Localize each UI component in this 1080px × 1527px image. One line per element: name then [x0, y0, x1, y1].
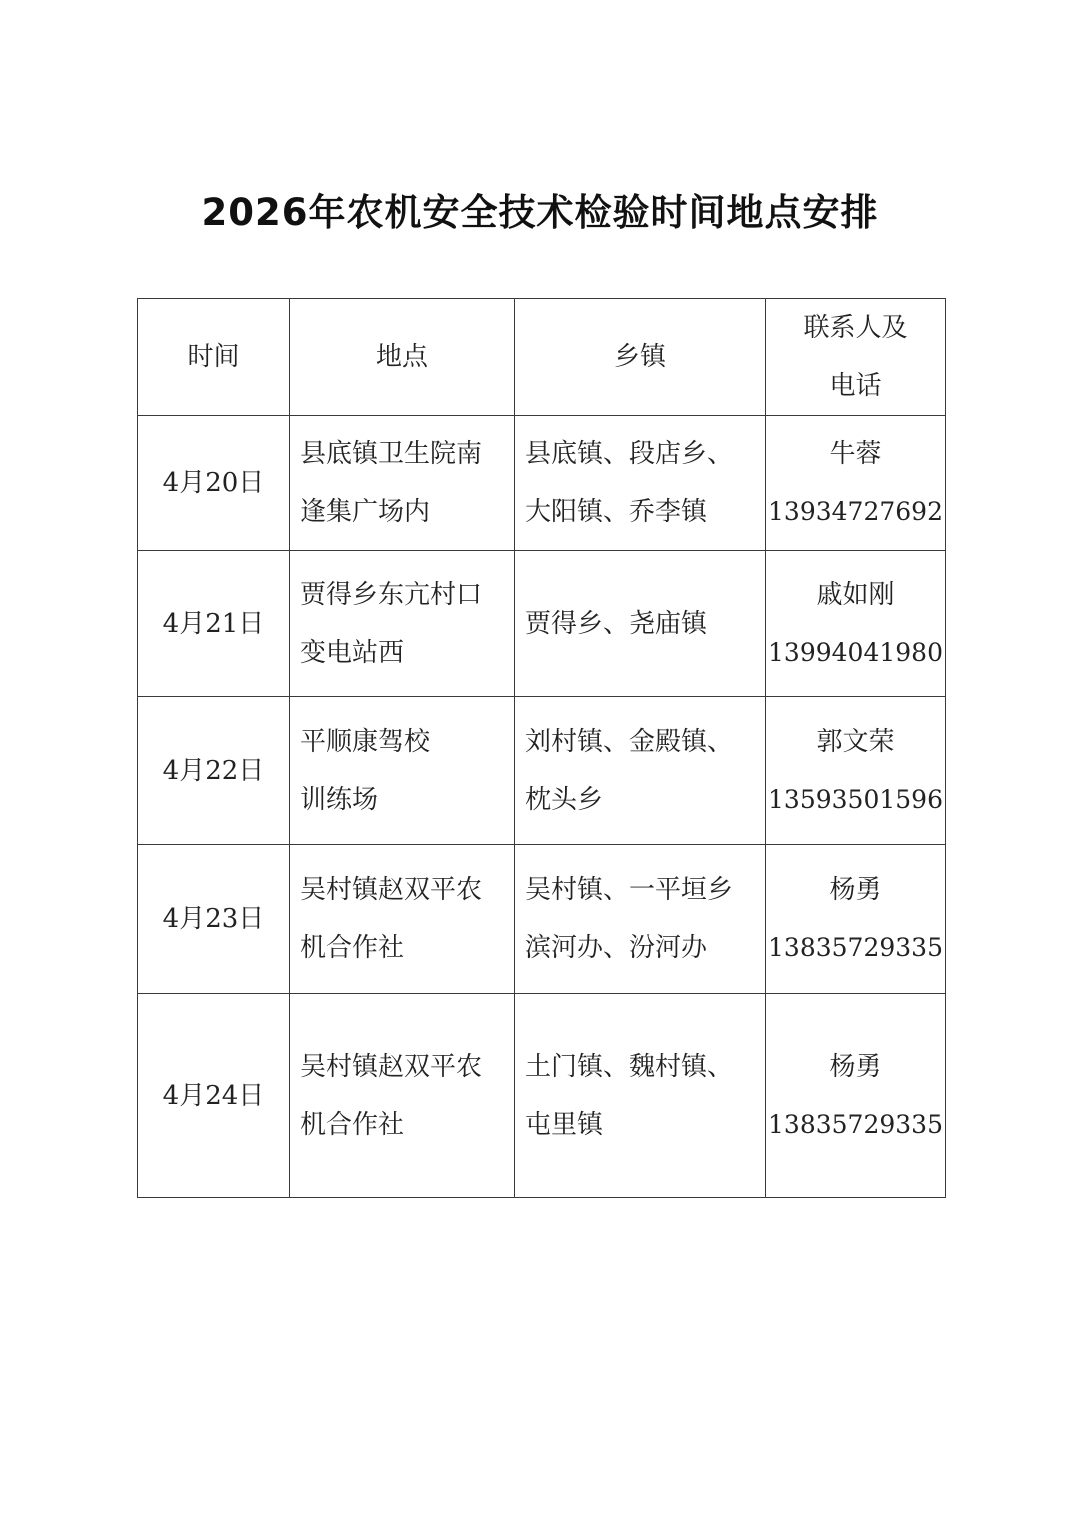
cell-time: 4月21日 [138, 551, 290, 697]
town-line2: 滨河办、汾河办 [525, 933, 708, 963]
place-line1: 县底镇卫生院南 [300, 439, 483, 469]
contact-name: 戚如刚 [816, 579, 895, 610]
document-title: 2026年农机安全技术检验时间地点安排 [201, 191, 879, 234]
cell-time: 4月20日 [138, 416, 290, 551]
cell-contact [766, 697, 946, 845]
table-header-row [138, 299, 946, 416]
cell-town [515, 416, 766, 551]
town-line1: 土门镇、魏村镇、 [525, 1051, 734, 1082]
cell-town [515, 994, 766, 1198]
town-line2: 大阳镇、乔李镇 [525, 497, 708, 527]
cell-contact [766, 994, 946, 1198]
cell-town [515, 697, 766, 845]
place-line1: 吴村镇赵双平农 [300, 875, 483, 905]
contact-name: 牛蓉 [829, 439, 882, 469]
cell-place [290, 994, 515, 1198]
cell-town [515, 845, 766, 994]
cell-contact [766, 845, 946, 994]
cell-time: 4月22日 [138, 697, 290, 845]
town-line1: 吴村镇、一平垣乡 [525, 875, 734, 905]
cell-place [290, 416, 515, 551]
header-contact [766, 299, 946, 416]
header-time: 时间 [138, 299, 290, 416]
cell-place [290, 697, 515, 845]
town-line2: 枕头乡 [525, 784, 604, 815]
contact-phone: 13835729335 [768, 1109, 943, 1139]
cell-contact [766, 416, 946, 551]
header-place: 地点 [290, 299, 515, 416]
table-row [138, 845, 946, 994]
place-line2: 机合作社 [300, 933, 405, 963]
schedule-table [137, 298, 946, 1198]
contact-phone: 13835729335 [768, 933, 943, 962]
town-line2: 屯里镇 [525, 1109, 604, 1140]
contact-name: 杨勇 [829, 1051, 882, 1082]
place-line1: 吴村镇赵双平农 [300, 1051, 483, 1082]
header-town: 乡镇 [515, 299, 766, 416]
contact-phone: 13593501596 [768, 784, 943, 814]
contact-name: 杨勇 [829, 875, 882, 905]
cell-time: 4月24日 [138, 994, 290, 1198]
cell-town [515, 551, 766, 697]
cell-place [290, 845, 515, 994]
place-line1: 平顺康驾校 [300, 726, 431, 757]
town-line1: 贾得乡、尧庙镇 [525, 608, 708, 639]
contact-phone: 13994041980 [768, 637, 943, 667]
table-row [138, 994, 946, 1198]
cell-place [290, 551, 515, 697]
place-line2: 逢集广场内 [300, 497, 431, 527]
place-line2: 机合作社 [300, 1109, 405, 1140]
contact-name: 郭文荣 [816, 726, 895, 757]
header-contact-line1: 联系人及 [803, 313, 908, 343]
table-row [138, 551, 946, 697]
town-line1: 县底镇、段店乡、 [525, 439, 734, 469]
header-contact-line2: 电话 [829, 371, 882, 401]
table-row [138, 416, 946, 551]
cell-contact [766, 551, 946, 697]
place-line1: 贾得乡东亢村口 [300, 579, 483, 610]
town-line1: 刘村镇、金殿镇、 [525, 726, 734, 757]
place-line2: 变电站西 [300, 637, 405, 668]
table-row [138, 697, 946, 845]
cell-time: 4月23日 [138, 845, 290, 994]
contact-phone: 13934727692 [768, 497, 943, 526]
place-line2: 训练场 [300, 784, 379, 815]
